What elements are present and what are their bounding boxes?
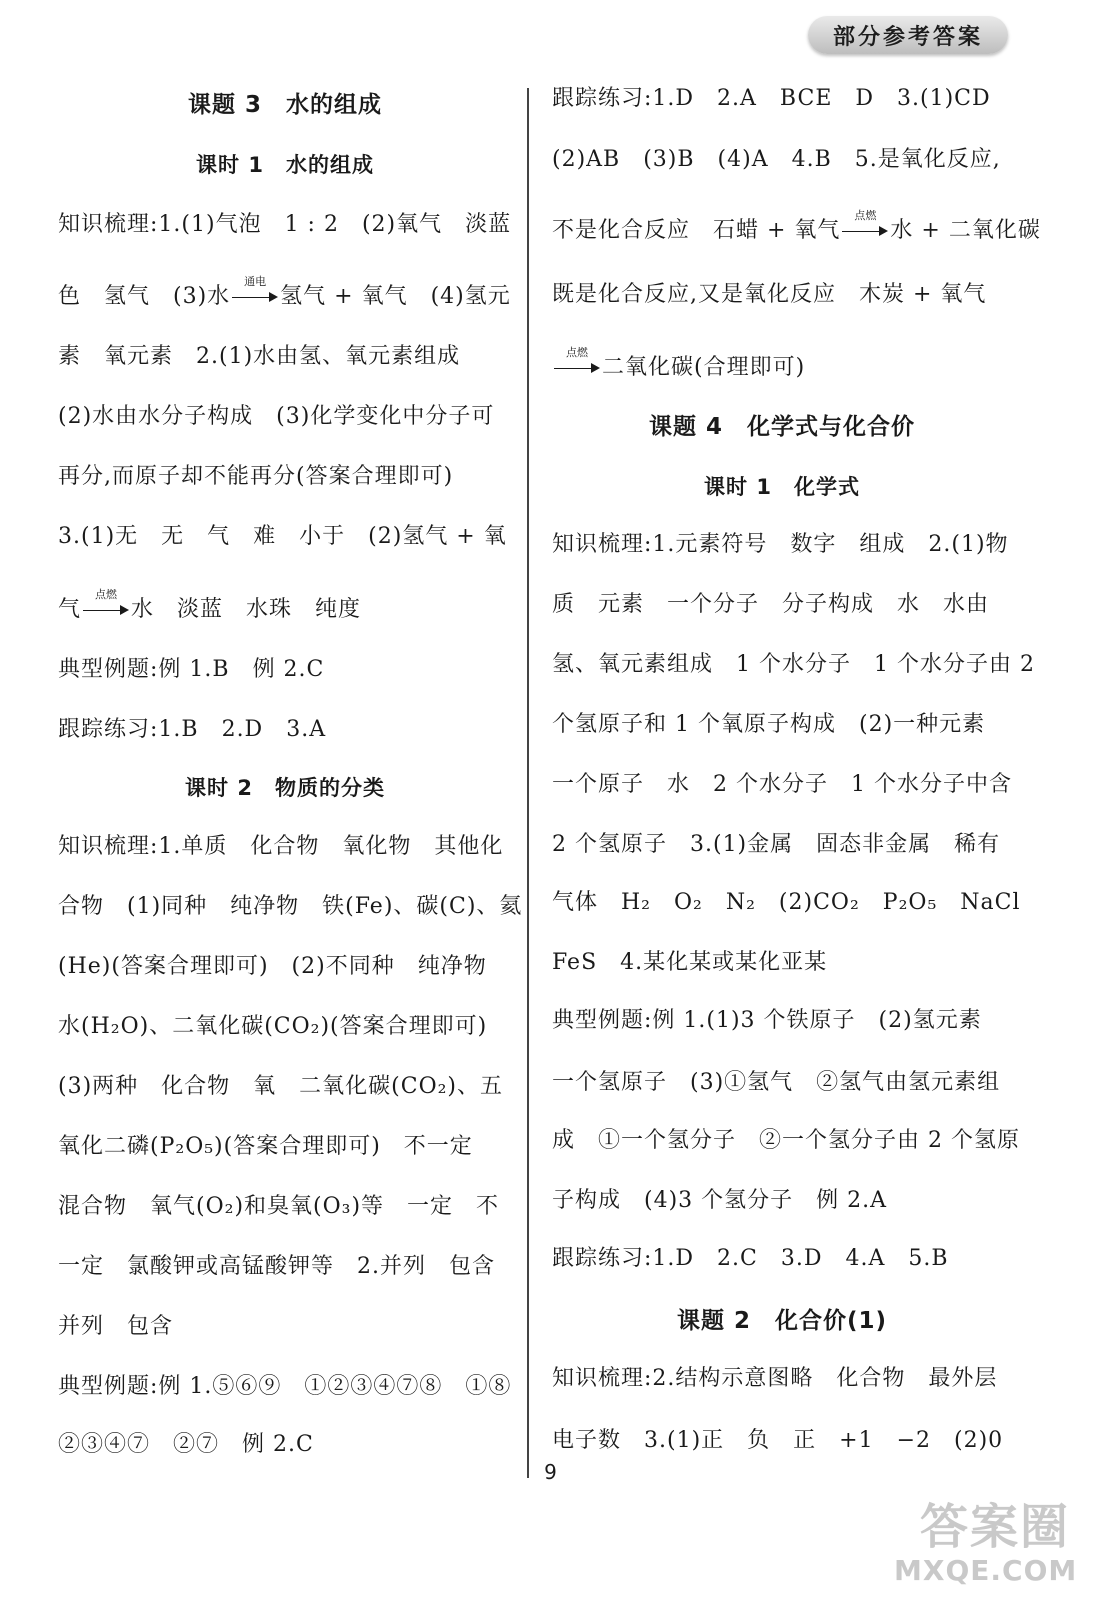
text-line: ②③④⑦ ②⑦ 例 2.C	[58, 1432, 314, 1457]
page-number: 9	[544, 1460, 557, 1484]
text-line: (2)水由水分子构成 (3)化学变化中分子可	[58, 404, 495, 429]
text-line: 一定 氯酸钾或高锰酸钾等 2.并列 包含	[58, 1254, 495, 1279]
text-line: 知识梳理:1.单质 化合物 氧化物 其他化	[58, 834, 504, 859]
text-line: 氧化二磷(P₂O₅)(答案合理即可) 不一定	[58, 1134, 473, 1159]
text-line: FeS 4.某化某或某化亚某	[552, 950, 828, 975]
section-heading: 课题 2 化合价(1)	[676, 1308, 888, 1334]
column-divider	[527, 88, 529, 1478]
reaction-condition: 点燃	[95, 588, 118, 601]
equation-right: 水 淡蓝 水珠 纯度	[131, 597, 362, 622]
equation-line	[552, 346, 806, 383]
lesson-heading: 课时 1 化学式	[704, 475, 860, 499]
text-line: 跟踪练习:1.D 2.A BCE D 3.(1)CD	[552, 86, 991, 111]
equation-line	[58, 588, 362, 625]
text-line: 既是化合反应,又是氧化反应 木炭 + 氧气	[552, 282, 987, 307]
text-line: 电子数 3.(1)正 负 正 +1 −2 (2)0	[552, 1428, 1004, 1453]
text-line: 合物 (1)同种 纯净物 铁(Fe)、碳(C)、氦	[58, 894, 523, 919]
text-line: (3)两种 化合物 氧 二氧化碳(CO₂)、五	[58, 1074, 504, 1099]
equation-line	[58, 275, 511, 312]
text-line: 知识梳理:1.元素符号 数字 组成 2.(1)物	[552, 532, 1009, 557]
text-line: 一个原子 水 2 个水分子 1 个水分子中含	[552, 772, 1012, 797]
reaction-condition: 点燃	[566, 346, 588, 359]
text-line: 2 个氢原子 3.(1)金属 固态非金属 稀有	[552, 832, 1001, 857]
equation-right: 氢气 + 氧气 (4)氢元	[280, 284, 511, 309]
text-line: 跟踪练习:1.D 2.C 3.D 4.A 5.B	[552, 1246, 949, 1271]
text-line: 知识梳理:2.结构示意图略 化合物 最外层	[552, 1366, 998, 1391]
text-line: 跟踪练习:1.B 2.D 3.A	[58, 717, 327, 742]
text-line: 并列 包含	[58, 1314, 174, 1339]
text-line: 典型例题:例 1.(1)3 个铁原子 (2)氢元素	[552, 1008, 982, 1033]
text-line: 混合物 氧气(O₂)和臭氧(O₃)等 一定 不	[58, 1194, 500, 1219]
text-line: 3.(1)无 无 气 难 小于 (2)氢气 + 氧	[58, 524, 507, 549]
section-heading: 课题 3 水的组成	[187, 92, 382, 118]
text-line: 质 元素 一个分子 分子构成 水 水由	[552, 592, 990, 617]
text-line: 个氢原子和 1 个氧原子构成 (2)一种元素	[552, 712, 986, 737]
section-heading: 课题 4 化学式与化合价	[648, 414, 915, 440]
text-line: 再分,而原子却不能再分(答案合理即可)	[58, 464, 454, 489]
equation-left: 气	[58, 597, 82, 622]
text-line: 典型例题:例 1.⑤⑥⑨ ①②③④⑦⑧ ①⑧	[58, 1374, 512, 1399]
text-line: 氢、氧元素组成 1 个水分子 1 个水分子由 2	[552, 652, 1035, 677]
lesson-heading: 课时 1 水的组成	[196, 153, 374, 177]
section-badge: 部分参考答案	[808, 16, 1008, 54]
watermark-logo-text: 答案圈	[920, 1499, 1071, 1555]
watermark-logo	[880, 1488, 1090, 1596]
reaction-arrow-icon	[232, 275, 278, 307]
lesson-heading: 课时 2 物质的分类	[185, 776, 385, 800]
text-line: 水(H₂O)、二氧化碳(CO₂)(答案合理即可)	[58, 1014, 488, 1039]
text-line: 成 ①一个氢分子 ②一个氢分子由 2 个氢原	[552, 1128, 1020, 1153]
equation-line	[552, 209, 1041, 246]
reaction-arrow-icon	[554, 346, 600, 378]
text-line: 素 氧元素 2.(1)水由氢、氧元素组成	[58, 344, 461, 369]
text-line: 子构成 (4)3 个氢分子 例 2.A	[552, 1188, 888, 1213]
equation-left: 不是化合反应 石蜡 + 氧气	[552, 218, 841, 243]
reaction-arrow-icon	[842, 209, 888, 241]
text-line: 典型例题:例 1.B 例 2.C	[58, 657, 325, 682]
text-line: 气体 H₂ O₂ N₂ (2)CO₂ P₂O₅ NaCl	[552, 890, 1021, 915]
reaction-condition: 通电	[244, 275, 267, 288]
text-line: (He)(答案合理即可) (2)不同种 纯净物	[58, 954, 487, 979]
equation-left: 色 氢气 (3)水	[58, 284, 231, 309]
watermark-domain: MXQE.COM	[894, 1554, 1078, 1587]
text-line: 一个氢原子 (3)①氢气 ②氢气由氢元素组	[552, 1070, 1001, 1095]
text-line: (2)AB (3)B (4)A 4.B 5.是氧化反应,	[552, 147, 1001, 172]
equation-right: 水 + 二氧化碳	[890, 218, 1041, 243]
reaction-condition: 点燃	[854, 209, 877, 222]
text-line: 知识梳理:1.(1)气泡 1 : 2 (2)氧气 淡蓝	[58, 212, 512, 237]
reaction-arrow-icon	[83, 588, 129, 620]
equation-right: 二氧化碳(合理即可)	[602, 355, 806, 380]
